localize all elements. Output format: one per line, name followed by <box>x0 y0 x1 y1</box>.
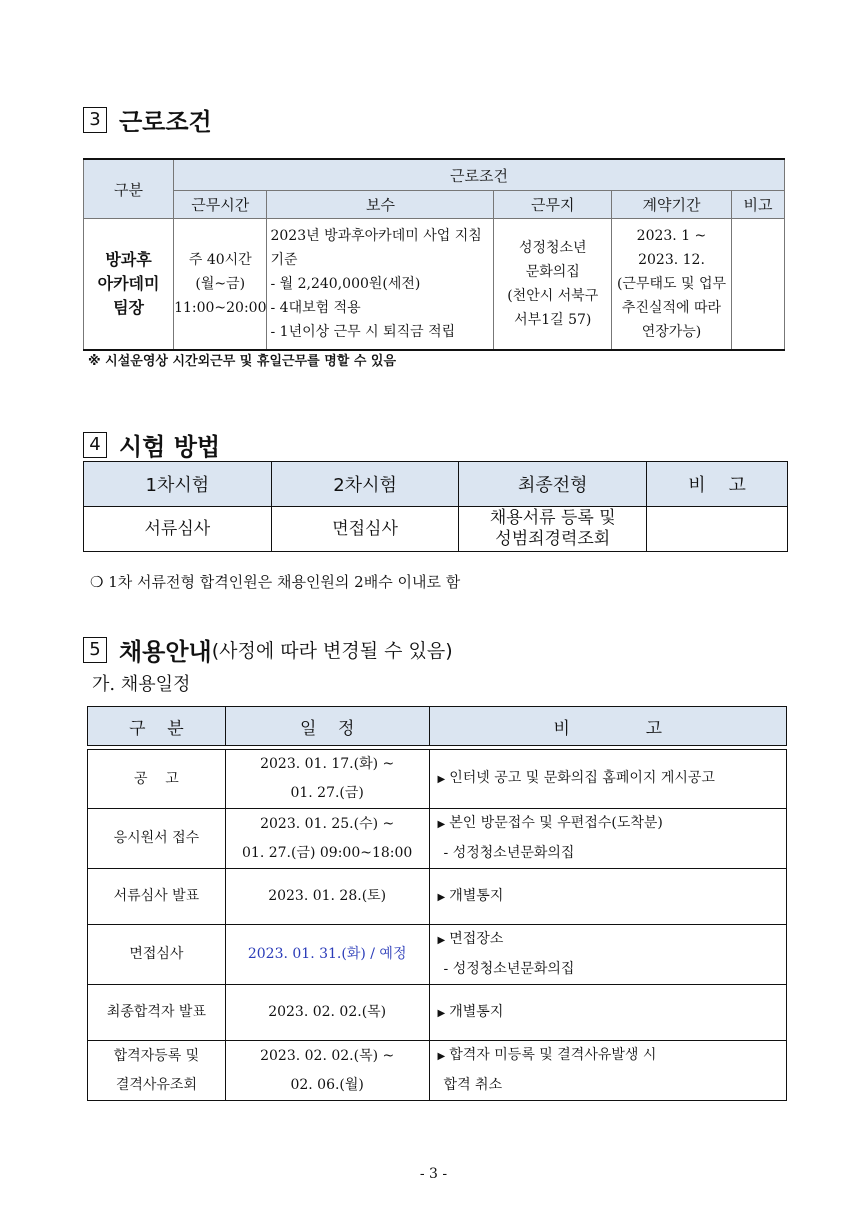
schedule-item: 응시원서 접수 <box>88 809 226 869</box>
hours-cell: 주 40시간 (월~금) 11:00~20:00 <box>174 219 267 351</box>
section-number: 4 <box>83 432 107 458</box>
schedule-item: 최종합격자 발표 <box>88 985 226 1041</box>
exam-header-1: 1차시험 <box>84 462 272 507</box>
schedule-item: 합격자등록 및 결격사유조회 <box>88 1041 226 1101</box>
section-5-heading <box>83 632 453 667</box>
triangle-bullet-icon: ▶ <box>437 891 446 903</box>
schedule-note: ▶ 개별통지 <box>429 985 786 1041</box>
schedule-date: 2023. 01. 31.(화) / 예정 <box>225 925 429 985</box>
section-subtitle: (사정에 따라 변경될 수 있음) <box>211 640 453 662</box>
section-title: 채용안내 <box>119 638 212 666</box>
header-pay: 보수 <box>267 191 494 219</box>
schedule-date: 2023. 02. 02.(목) ~ 02. 06.(월) <box>225 1041 429 1101</box>
schedule-note: ▶ 본인 방문접수 및 우편접수(도착분) - 성정청소년문화의집 <box>429 809 786 869</box>
location-cell: 성정청소년 문화의집 (천안시 서북구 서부1길 57) <box>494 219 612 351</box>
schedule-note: ▶ 면접장소 - 성정청소년문화의집 <box>429 925 786 985</box>
header-period: 계약기간 <box>612 191 732 219</box>
work-note: ※ 시설운영상 시간외근무 및 휴일근무를 명할 수 있음 <box>88 354 397 369</box>
header-hours: 근무시간 <box>174 191 267 219</box>
section-number: 3 <box>83 107 107 133</box>
section-3-heading <box>83 102 212 137</box>
schedule-note: ▶ 개별통지 <box>429 869 786 925</box>
triangle-bullet-icon: ▶ <box>437 1007 446 1019</box>
triangle-bullet-icon: ▶ <box>437 1051 446 1062</box>
work-conditions-table <box>83 158 785 351</box>
exam-cell-4 <box>647 507 788 552</box>
schedule-header-date: 일 정 <box>225 707 429 746</box>
pay-cell: 2023년 방과후아카데미 사업 지침 기준 - 월 2,240,000원(세전) - 4대보험 적용 - 1년이상 근무 시 퇴직금 적립 <box>267 219 494 351</box>
section-number: 5 <box>83 637 107 663</box>
schedule-date: 2023. 01. 17.(화) ~ 01. 27.(금) <box>225 750 429 809</box>
schedule-table <box>87 706 787 1101</box>
triangle-bullet-icon: ▶ <box>437 774 446 785</box>
section-4-heading <box>83 427 220 462</box>
exam-note: ❍ 1차 서류전형 합격인원은 채용인원의 2배수 이내로 함 <box>90 573 461 591</box>
exam-header-3: 최종전형 <box>459 462 647 507</box>
schedule-note: ▶ 합격자 미등록 및 결격사유발생 시 합격 취소 <box>429 1041 786 1101</box>
schedule-header-item: 구 분 <box>88 707 226 746</box>
header-category: 구분 <box>84 159 174 219</box>
schedule-item: 면접심사 <box>88 925 226 985</box>
schedule-header-note: 비 고 <box>429 707 786 746</box>
period-cell: 2023. 1 ~ 2023. 12. (근무태도 및 업무 추진실적에 따라 연장가능) <box>612 219 732 351</box>
exam-header-2: 2차시험 <box>271 462 459 507</box>
schedule-subtitle: 가. 채용일정 <box>92 674 191 695</box>
exam-cell-3: 채용서류 등록 및 성범죄경력조회 <box>459 507 647 552</box>
schedule-date: 2023. 01. 28.(토) <box>225 869 429 925</box>
section-title: 시험 방법 <box>119 433 221 461</box>
exam-method-table <box>83 461 788 552</box>
schedule-note: ▶ 인터넷 공고 및 문화의집 홈페이지 게시공고 <box>429 750 786 809</box>
exam-header-4: 비 고 <box>647 462 788 507</box>
position-cell: 방과후 아카데미 팀장 <box>84 219 174 351</box>
page-number: - 3 - <box>419 1166 448 1182</box>
triangle-bullet-icon: ▶ <box>437 935 446 946</box>
header-note: 비고 <box>731 191 784 219</box>
schedule-date: 2023. 02. 02.(목) <box>225 985 429 1041</box>
header-location: 근무지 <box>494 191 612 219</box>
section-title: 근로조건 <box>119 108 212 136</box>
note-cell <box>731 219 784 351</box>
exam-cell-2: 면접심사 <box>271 507 459 552</box>
schedule-item: 공 고 <box>88 750 226 809</box>
schedule-date: 2023. 01. 25.(수) ~ 01. 27.(금) 09:00~18:00 <box>225 809 429 869</box>
exam-cell-1: 서류심사 <box>84 507 272 552</box>
header-conditions: 근로조건 <box>174 159 785 191</box>
triangle-bullet-icon: ▶ <box>437 819 446 830</box>
schedule-item: 서류심사 발표 <box>88 869 226 925</box>
